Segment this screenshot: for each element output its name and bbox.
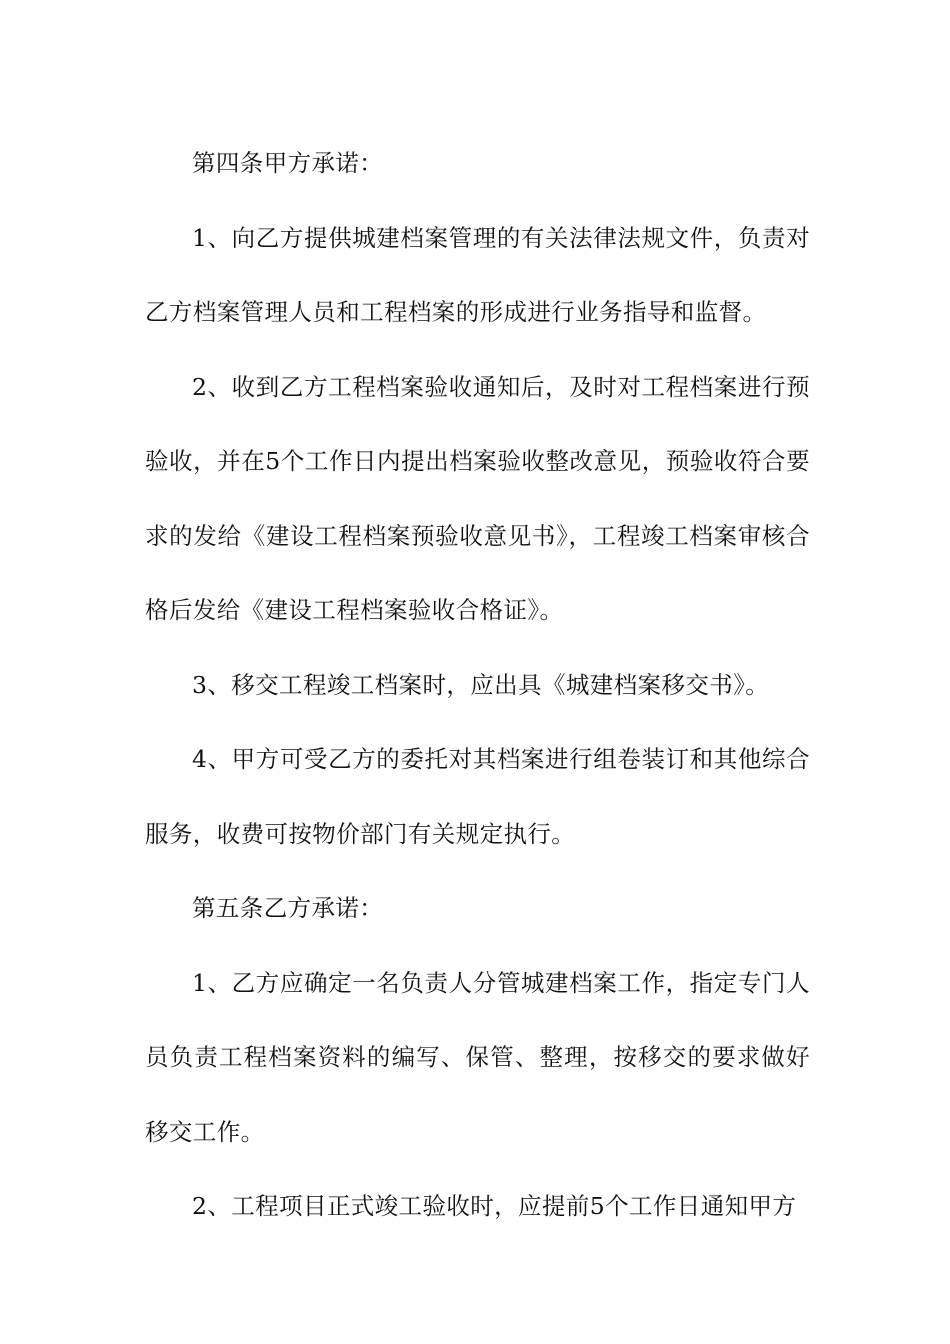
clause-5-item-1: 1、乙方应确定一名负责人分管城建档案工作，指定专门人员负责工程档案资料的编写、保管、整理，按移交的要求做好移交工作。 xyxy=(145,968,810,1146)
clause-heading-5: 第五条乙方承诺： xyxy=(192,894,384,922)
clause-4-item-3: 3、移交工程竣工档案时，应出具《城建档案移交书》。 xyxy=(192,670,770,699)
clause-heading-4: 第四条甲方承诺： xyxy=(192,149,384,177)
clause-4-item-2: 2、收到乙方工程档案验收通知后，及时对工程档案进行预验收，并在5个工作日内提出档案验收整改意见，预验收符合要求的发给《建设工程档案预验收意见书》，工程竣工档案审核合格后发给《建设工程档案验收合格证》。 xyxy=(145,372,810,624)
clause-4-item-4: 4、甲方可受乙方的委托对其档案进行组卷装订和其他综合服务，收费可按物价部门有关规定执行。 xyxy=(145,745,810,848)
document-body xyxy=(145,126,810,1244)
clause-4-item-1: 1、向乙方提供城建档案管理的有关法律法规文件，负责对乙方档案管理人员和工程档案的形成进行业务指导和监督。 xyxy=(145,223,810,326)
clause-5-item-2: 2、工程项目正式竣工验收时，应提前5个工作日通知甲方 xyxy=(192,1192,797,1220)
